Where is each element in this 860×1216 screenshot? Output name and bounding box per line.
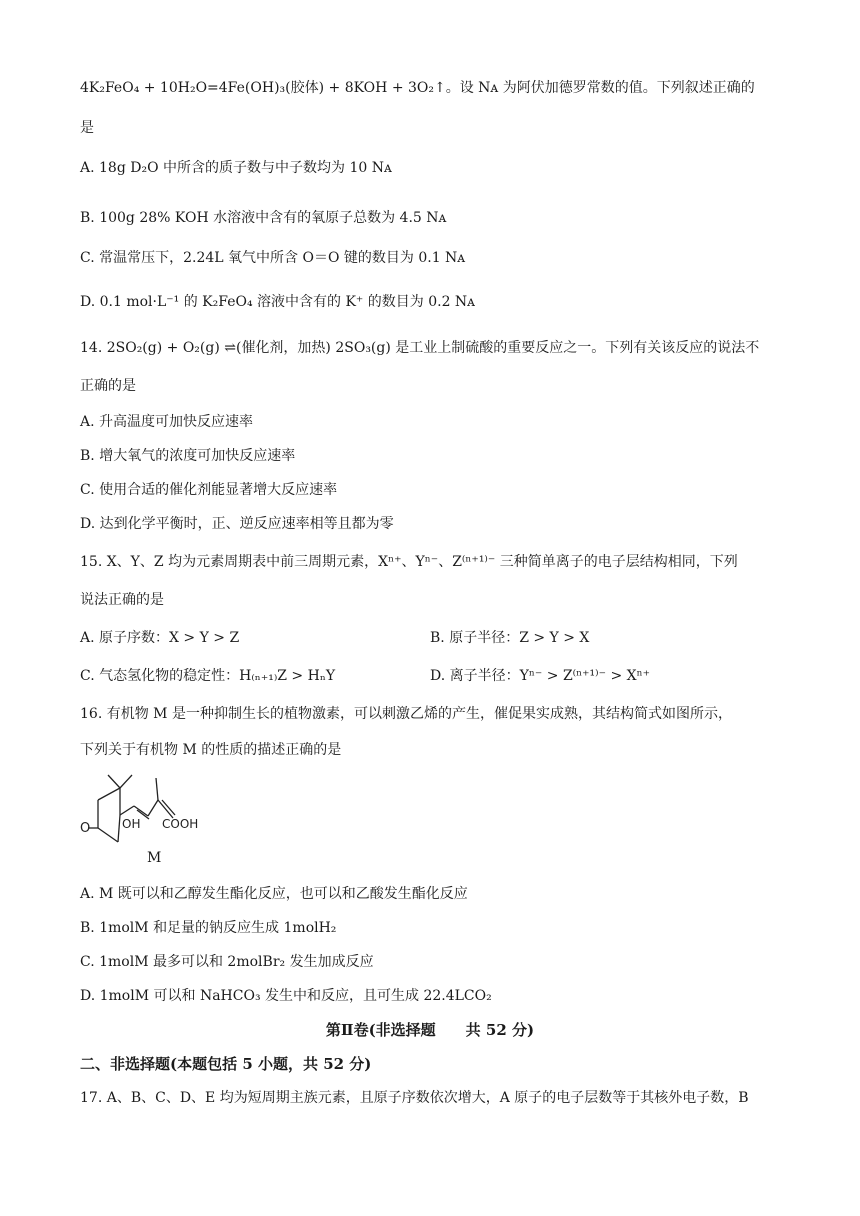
q13-stem-line2: 是 bbox=[80, 120, 94, 136]
q13-option-c: C. 常温常压下，2.24L 氧气中所含 O＝O 键的数目为 0.1 Nᴀ bbox=[80, 250, 466, 266]
q15-option-c: C. 气态氢化物的稳定性：H₍ₙ₊₁₎Z > HₙY bbox=[80, 668, 336, 684]
q15-option-b: B. 原子半径：Z > Y > X bbox=[430, 630, 590, 646]
molecule-label: M bbox=[147, 850, 162, 866]
q15-option-d: D. 离子半径：Yⁿ⁻ > Z⁽ⁿ⁺¹⁾⁻ > Xⁿ⁺ bbox=[430, 668, 651, 684]
q14-option-c: C. 使用合适的催化剂能显著增大反应速率 bbox=[80, 482, 338, 498]
section2-title: 第Ⅱ卷(非选择题 共 52 分) bbox=[325, 1021, 535, 1039]
q15-option-a: A. 原子序数：X > Y > Z bbox=[80, 630, 240, 646]
q14-stem-line2: 正确的是 bbox=[80, 378, 136, 394]
q15-stem-line2: 说法正确的是 bbox=[80, 592, 164, 608]
q14-option-d: D. 达到化学平衡时，正、逆反应速率相等且都为零 bbox=[80, 516, 394, 532]
q13-option-a: A. 18g D₂O 中所含的质子数与中子数均为 10 Nᴀ bbox=[80, 160, 392, 176]
q16-option-d: D. 1molM 可以和 NaHCO₃ 发生中和反应，且可生成 22.4LCO₂ bbox=[80, 988, 492, 1004]
molecule-oh-label: OH bbox=[122, 817, 141, 831]
q14-option-b: B. 增大氧气的浓度可加快反应速率 bbox=[80, 448, 296, 464]
q15-stem-line1: 15. X、Y、Z 均为元素周期表中前三周期元素，Xⁿ⁺、Yⁿ⁻、Z⁽ⁿ⁺¹⁾⁻ 三种简单离子的电子层结构相同，下列 bbox=[80, 554, 738, 570]
q16-option-c: C. 1molM 最多可以和 2molBr₂ 发生加成反应 bbox=[80, 954, 374, 970]
q16-stem-line2: 下列关于有机物 M 的性质的描述正确的是 bbox=[80, 742, 342, 758]
q13-option-b: B. 100g 28% KOH 水溶液中含有的氧原子总数为 4.5 Nᴀ bbox=[80, 210, 447, 226]
q13-stem-line1: 4K₂FeO₄ + 10H₂O=4Fe(OH)₃(胶体) + 8KOH + 3O₂↑。设 Nᴀ 为阿伏加德罗常数的值。下列叙述正确的 bbox=[80, 80, 755, 96]
q16-option-b: B. 1molM 和足量的钠反应生成 1molH₂ bbox=[80, 920, 337, 936]
q14-option-a: A. 升高温度可加快反应速率 bbox=[80, 414, 254, 430]
section2-heading: 二、非选择题(本题包括 5 小题，共 52 分) bbox=[80, 1055, 372, 1073]
q17-stem-line1: 17. A、B、C、D、E 均为短周期主族元素，且原子序数依次增大，A 原子的电子层数等于其核外电子数，B bbox=[80, 1090, 749, 1106]
molecule-cooh-label: COOH bbox=[162, 817, 199, 831]
q14-stem-line1: 14. 2SO₂(g) + O₂(g) ⇌(催化剂，加热) 2SO₃(g) 是工业上制硫酸的重要反应之一。下列有关该反应的说法不 bbox=[80, 340, 760, 356]
q13-option-d: D. 0.1 mol·L⁻¹ 的 K₂FeO₄ 溶液中含有的 K⁺ 的数目为 0.2 Nᴀ bbox=[80, 294, 476, 310]
molecule-keto-o: O bbox=[80, 821, 91, 836]
molecule-bonds bbox=[88, 775, 175, 842]
q16-stem-line1: 16. 有机物 M 是一种抑制生长的植物激素，可以刺激乙烯的产生，催促果实成熟，其结构简式如图所示， bbox=[80, 706, 732, 722]
q16-option-a: A. M 既可以和乙醇发生酯化反应，也可以和乙酸发生酯化反应 bbox=[80, 886, 468, 902]
